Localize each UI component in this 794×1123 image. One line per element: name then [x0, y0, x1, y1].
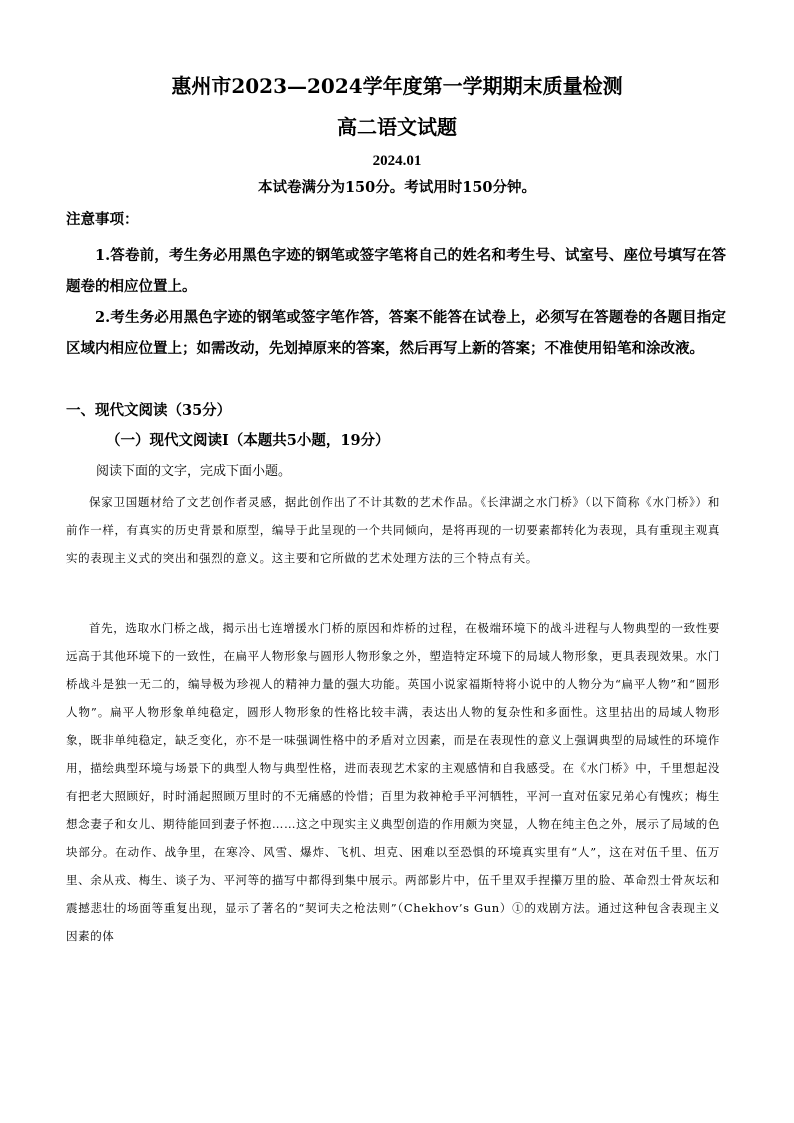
exam-info: 本试卷满分为150分。考试用时150分钟。 [257, 179, 537, 196]
section-heading: 一、现代文阅读（35分） [66, 402, 232, 419]
passage-paragraph: 首先，选取水门桥之战，揭示出七连增援水门桥的原因和炸桥的过程，在极端环境下的战斗进程与人物典型的一致性要远高于其他环境下的一致性，在扁平人物形象与圆形人物形象之外，塑造特定环境下的局域人物形象，更具表现效果。水门桥战斗是独一无二的，编导极为珍视人的精神力量的强大功能。英国小说家福斯特将小说中的人物分为“扁平人物”和“圆形人物”。扁平人物形象单纯稳定，圆形人物形象的性格比较丰满，表达出人物的复杂性和多面性。这里拈出的局域人物形象，既非单纯稳定，缺乏变化，亦不是一味强调性格中的矛盾对立因素，而是在表现性的意义上强调典型的局域性的环境作用，描绘典型环境与场景下的典型人物与典型性格，进而表现艺术家的主观感情和自我感受。在《水门桥》中，千里想起没有把老大照顾好，时时涌起照顾万里时的不无痛感的怜惜；百里为救神枪手平河牺牲，平河一直对伍家兄弟心有愧疚；梅生想念妻子和女儿、期待能回到妻子怀抱……这之中现实主义典型创造的作用颇为突显，人物在纯主色之外，展示了局域的色块部分。在动作、战争里，在寒冷、风雪、爆炸、飞机、坦克、困难以至恐惧的环境真实里有“人”，这在对伍千里、伍万里、余从戎、梅生、谈子为、平河等的描写中都得到集中展示。两部影片中，伍千里双手捏攥万里的脸、革命烈士骨灰坛和震撼悲壮的场面等重复出现，显示了著名的“契诃夫之枪法则”（Chekhov’s Gun）①的戏剧方法。通过这种包含表现主义因素的体 [66, 621, 720, 943]
exam-date: 2024.01 [372, 153, 422, 169]
notice-item: 2.考生务必用黑色字迹的钢笔或签字笔作答，答案不能答在试卷上，必须写在答题卷的各题目指定区域内相应位置上；如需改动，先划掉原来的答案，然后再写上新的答案；不准使用铅笔和涂改液。 [66, 309, 726, 357]
reading-instruction: 阅读下面的文字，完成下面小题。 [96, 464, 292, 479]
exam-title: 惠州市2023—2024学年度第一学期期末质量检测 [171, 74, 623, 98]
notice-item: 1.答卷前，考生务必用黑色字迹的钢笔或签字笔将自己的姓名和考生号、试室号、座位号填写在答题卷的相应位置上。 [66, 247, 726, 295]
subsection-heading: （一）现代文阅读Ⅰ（本题共5小题，19分） [106, 432, 390, 449]
passage-paragraph: 保家卫国题材给了文艺创作者灵感，据此创作出了不计其数的艺术作品。《长津湖之水门桥》（以下简称《水门桥》）和前作一样，有真实的历史背景和原型，编导于此呈现的一个共同倾向，是将再现的一切要素都转化为表现，具有重现主观真实的表现主义式的突出和强烈的意义。这主要和它所做的艺术处理方法的三个特点有关。 [66, 495, 720, 565]
notice-heading: 注意事项： [66, 211, 139, 228]
exam-subtitle: 高二语文试题 [337, 115, 457, 139]
